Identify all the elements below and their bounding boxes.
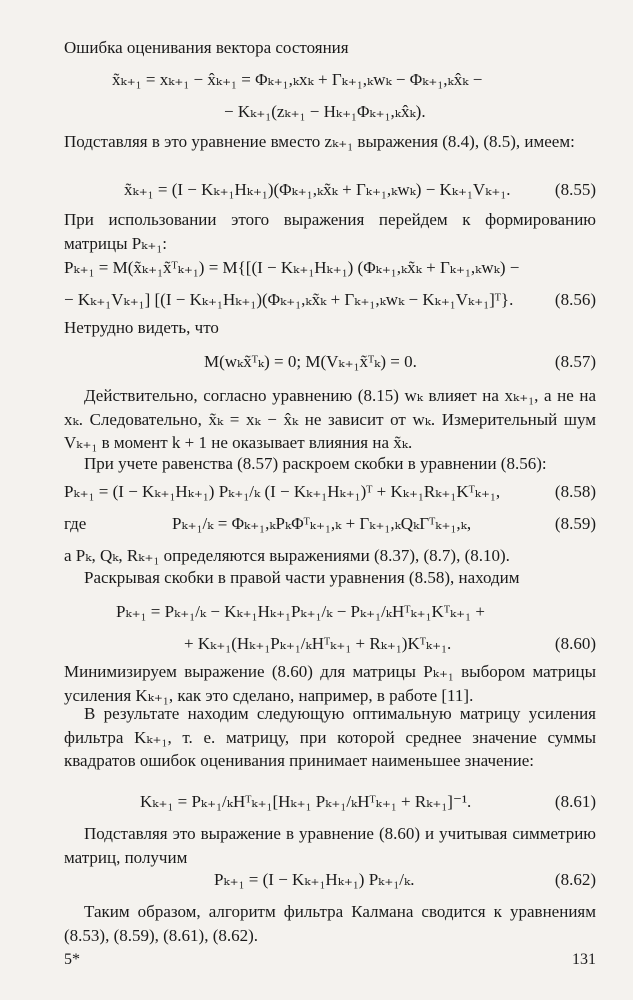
equation-body: Kₖ₊₁ = Pₖ₊₁/ₖHᵀₖ₊₁[Hₖ₊₁ Pₖ₊₁/ₖHᵀₖ₊₁ + Rₖ₊₁]⁻¹. (140, 792, 472, 811)
paragraph (64, 208, 596, 255)
equation-number: (8.62) (554, 870, 596, 889)
paragraph (64, 316, 596, 340)
equation-body: Pₖ₊₁ = Pₖ₊₁/ₖ − Kₖ₊₁Hₖ₊₁Pₖ₊₁/ₖ − Pₖ₊₁/ₖHᵀₖ₊₁Kᵀₖ₊₁ + (116, 602, 485, 621)
text-line: а Pₖ, Qₖ, Rₖ₊₁ определяются выражениями (8.37), (8.7), (8.10). (64, 546, 510, 565)
equation-body: − Kₖ₊₁(zₖ₊₁ − Hₖ₊₁Φₖ₊₁,ₖx̂ₖ). (224, 102, 426, 121)
text-line: Подставляя это выражение в уравнение (8.60) и учитывая симметрию матриц, получим (64, 824, 596, 867)
equation-body: M(wₖx̃ᵀₖ) = 0; M(Vₖ₊₁x̃ᵀₖ) = 0. (204, 352, 417, 371)
equation-number: (8.59) (554, 514, 596, 533)
paragraph (64, 660, 596, 707)
text-line: В результате находим следующую оптимальную матрицу усиления фильтра Kₖ₊₁, т. е. матрицу, при которой среднее значение суммы квадратов ошибок оценивания принимает наименьшее значение: (64, 704, 596, 770)
equation-number: (8.56) (554, 290, 596, 309)
where-label: где (64, 514, 87, 533)
paragraph (64, 544, 596, 568)
equation-body: Pₖ₊₁/ₖ = Φₖ₊₁,ₖPₖΦᵀₖ₊₁,ₖ + Γₖ₊₁,ₖQₖΓᵀₖ₊₁,ₖ, (172, 514, 472, 533)
paragraph (64, 384, 596, 455)
text-line: Раскрывая скобки в правой части уравнения (8.58), находим (84, 568, 520, 587)
equation-number: (8.61) (554, 792, 596, 811)
equation-body: Pₖ₊₁ = M(x̃ₖ₊₁x̃ᵀₖ₊₁) = M{[(I − Kₖ₊₁Hₖ₊₁) (Φₖ₊₁,ₖx̃ₖ + Γₖ₊₁,ₖwₖ) − (64, 258, 520, 277)
equation-body: Pₖ₊₁ = (I − Kₖ₊₁Hₖ₊₁) Pₖ₊₁/ₖ. (214, 870, 415, 889)
equation-body: + Kₖ₊₁(Hₖ₊₁Pₖ₊₁/ₖHᵀₖ₊₁ + Rₖ₊₁)Kᵀₖ₊₁. (184, 634, 452, 653)
paragraph (64, 900, 596, 947)
equation-body: x̃ₖ₊₁ = xₖ₊₁ − x̂ₖ₊₁ = Φₖ₊₁,ₖxₖ + Γₖ₊₁,ₖwₖ − Φₖ₊₁,ₖx̂ₖ − (112, 70, 483, 89)
equation-number: (8.60) (554, 634, 596, 653)
text-line: Нетрудно видеть, что (64, 318, 219, 337)
signature-mark: 5* (64, 951, 80, 968)
paragraph (64, 452, 596, 476)
paragraph (64, 36, 596, 60)
text-line: Подставляя в это уравнение вместо zₖ₊₁ выражения (8.4), (8.5), имеем: (64, 132, 575, 151)
text-line: Действительно, согласно уравнению (8.15) wₖ влияет на xₖ₊₁, а не на xₖ. Следовательно, x̃ₖ = xₖ − x̂ₖ не зависит от wₖ. Измерительный шум Vₖ₊₁ в момент k + 1 не оказывает влияния на x̃ₖ. (64, 386, 596, 452)
equation-number: (8.55) (554, 180, 596, 199)
text-line: При учете равенства (8.57) раскроем скобки в уравнении (8.56): (84, 454, 547, 473)
equation-body: Pₖ₊₁ = (I − Kₖ₊₁Hₖ₊₁) Pₖ₊₁/ₖ (I − Kₖ₊₁Hₖ₊₁)ᵀ + Kₖ₊₁Rₖ₊₁Kᵀₖ₊₁, (64, 482, 501, 501)
paragraph (64, 130, 596, 154)
paragraph (64, 702, 596, 773)
text-line: Ошибка оценивания вектора состояния (64, 38, 349, 57)
equation-number: (8.58) (554, 482, 596, 501)
text-line: Минимизируем выражение (8.60) для матрицы Pₖ₊₁ выбором матрицы усиления Kₖ₊₁, как это сделано, например, в работе [11]. (64, 662, 596, 705)
equation-body: − Kₖ₊₁Vₖ₊₁] [(I − Kₖ₊₁Hₖ₊₁)(Φₖ₊₁,ₖx̃ₖ + Γₖ₊₁,ₖwₖ − Kₖ₊₁Vₖ₊₁]ᵀ}. (64, 290, 514, 309)
equation-body: x̃ₖ₊₁ = (I − Kₖ₊₁Hₖ₊₁)(Φₖ₊₁,ₖx̃ₖ + Γₖ₊₁,ₖwₖ) − Kₖ₊₁Vₖ₊₁. (124, 180, 511, 199)
paragraph (64, 822, 596, 869)
text-line: Таким образом, алгоритм фильтра Калмана сводится к уравнениям (8.53), (8.59), (8.61), (8.62). (64, 902, 596, 945)
equation-number: (8.57) (554, 352, 596, 371)
text-line: При использовании этого выражения перейдем к формированию матрицы Pₖ₊₁: (64, 210, 596, 253)
paragraph (64, 566, 596, 590)
page-number: 131 (572, 951, 596, 968)
